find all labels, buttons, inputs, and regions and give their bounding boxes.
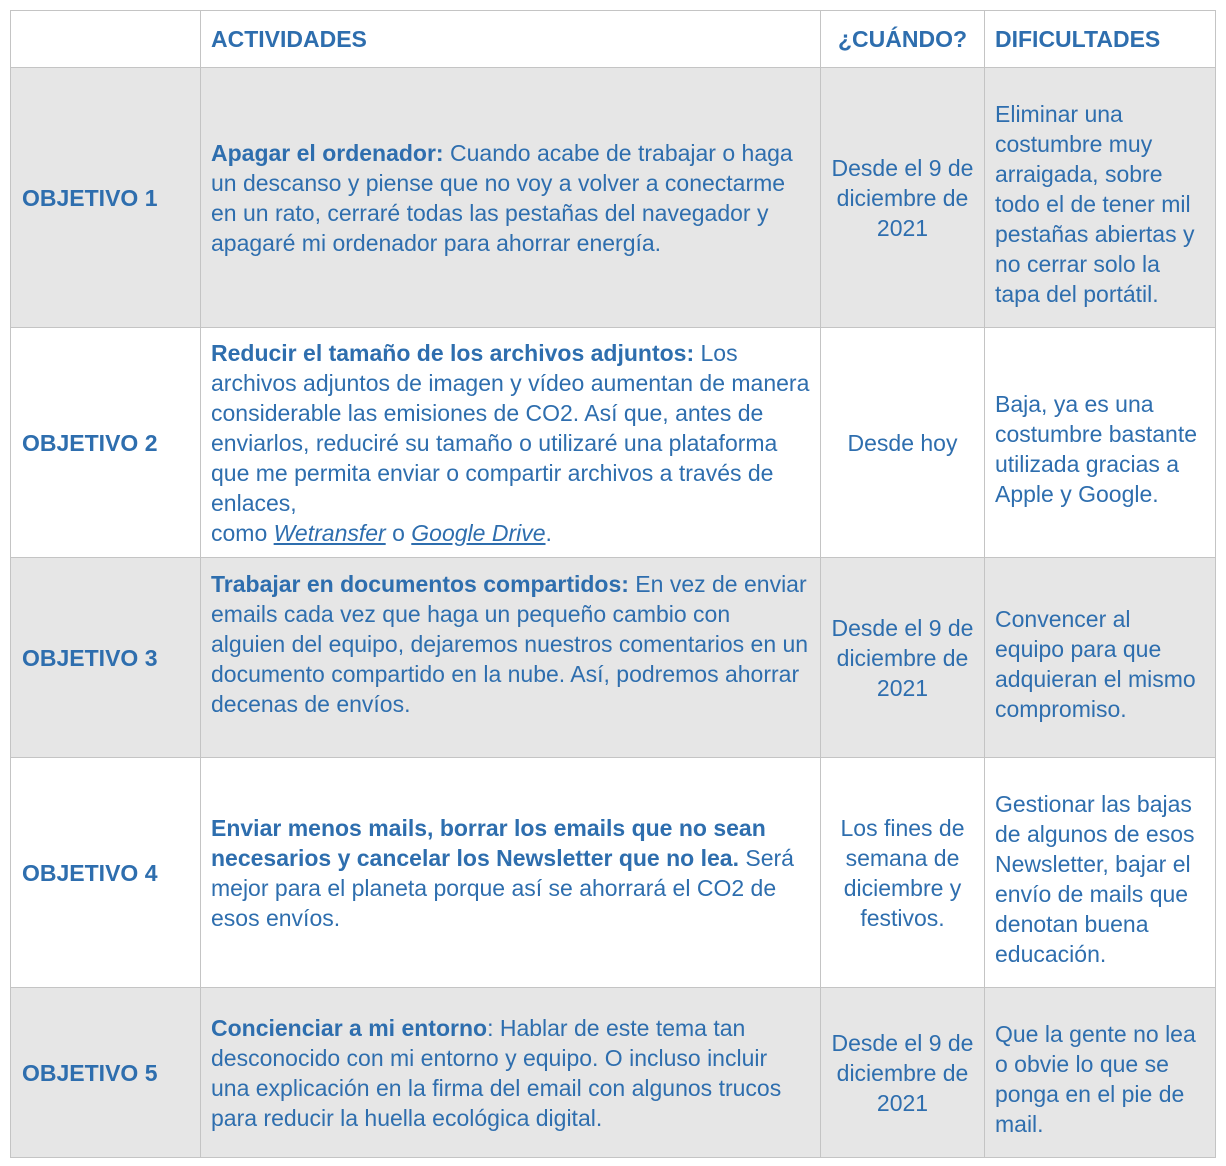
header-dificultades: DIFICULTADES <box>985 11 1216 68</box>
when-cell: Los fines de semana de diciembre y festivos. <box>821 758 985 988</box>
when-cell: Desde hoy <box>821 328 985 558</box>
difficulty-cell: Gestionar las bajas de algunos de esos Newsletter, bajar el envío de mails que denotan buena educación. <box>985 758 1216 988</box>
table-row <box>11 558 1216 758</box>
activity-cell <box>201 758 821 988</box>
header-actividades: ACTIVIDADES <box>201 11 821 68</box>
difficulty-cell: Que la gente no lea o obvie lo que se ponga en el pie de mail. <box>985 988 1216 1158</box>
objectives-table <box>10 10 1216 1158</box>
activity-text: Cuando acabe de trabajar o haga un descanso y piense que no voy a volver a conectarme en un rato, cerraré todas las pestañas del navegador y apagaré mi ordenador para ahorrar energía. <box>211 139 793 256</box>
activity-cell <box>201 68 821 328</box>
google-drive-link[interactable]: Google Drive <box>411 519 546 546</box>
objective-label: OBJETIVO 5 <box>11 988 201 1158</box>
activity-title: Apagar el ordenador: <box>211 139 444 166</box>
objective-label: OBJETIVO 2 <box>11 328 201 558</box>
activity-text-end: . <box>545 519 552 546</box>
when-cell: Desde el 9 de diciembre de 2021 <box>821 988 985 1158</box>
difficulty-cell: Eliminar una costumbre muy arraigada, sobre todo el de tener mil pestañas abiertas y no cerrar solo la tapa del portátil. <box>985 68 1216 328</box>
activity-text-connector: o <box>385 519 412 546</box>
activity-title: Reducir el tamaño de los archivos adjuntos: <box>211 339 695 366</box>
table-row <box>11 328 1216 558</box>
wetransfer-link[interactable]: Wetransfer <box>273 519 386 546</box>
when-cell: Desde el 9 de diciembre de 2021 <box>821 68 985 328</box>
difficulty-cell: Convencer al equipo para que adquieran el mismo compromiso. <box>985 558 1216 758</box>
objective-label: OBJETIVO 3 <box>11 558 201 758</box>
table-row <box>11 758 1216 988</box>
activity-text: : Hablar de este tema tan desconocido con mi entorno y equipo. O incluso incluir una explicación en la firma del email con algunos trucos para reducir la huella ecológica digital. <box>211 1014 782 1131</box>
objective-label: OBJETIVO 4 <box>11 758 201 988</box>
when-cell: Desde el 9 de diciembre de 2021 <box>821 558 985 758</box>
header-cuando: ¿CUÁNDO? <box>821 11 985 68</box>
activity-cell <box>201 558 821 758</box>
activity-text: Será mejor para el planeta porque así se ahorrará el CO2 de esos envíos. <box>211 844 794 931</box>
header-empty-cell <box>11 11 201 68</box>
table-header-row <box>11 11 1216 68</box>
activity-title: Enviar menos mails, borrar los emails que no sean necesarios y cancelar los Newsletter que no lea. <box>211 814 766 871</box>
activity-title: Trabajar en documentos compartidos: <box>211 571 629 597</box>
activity-text: En vez de enviar emails cada vez que haga un pequeño cambio con alguien del equipo, dejaremos nuestros comentarios en un documento compartido en la nube. Así, podremos ahorrar decenas de envíos. <box>211 571 809 717</box>
activity-text-continued: como <box>211 519 274 546</box>
activity-cell <box>201 328 821 558</box>
difficulty-cell: Baja, ya es una costumbre bastante utilizada gracias a Apple y Google. <box>985 328 1216 558</box>
objective-label: OBJETIVO 1 <box>11 68 201 328</box>
table-row <box>11 988 1216 1158</box>
activity-text: Los archivos adjuntos de imagen y vídeo aumentan de manera considerable las emisiones de CO2. Así que, antes de enviarlos, reduciré su tamaño o utilizaré una plataforma que me permita enviar o compartir archivos a través de enlaces, <box>211 339 810 516</box>
activity-cell <box>201 988 821 1158</box>
table-row <box>11 68 1216 328</box>
activity-title: Concienciar a mi entorno <box>211 1014 488 1041</box>
